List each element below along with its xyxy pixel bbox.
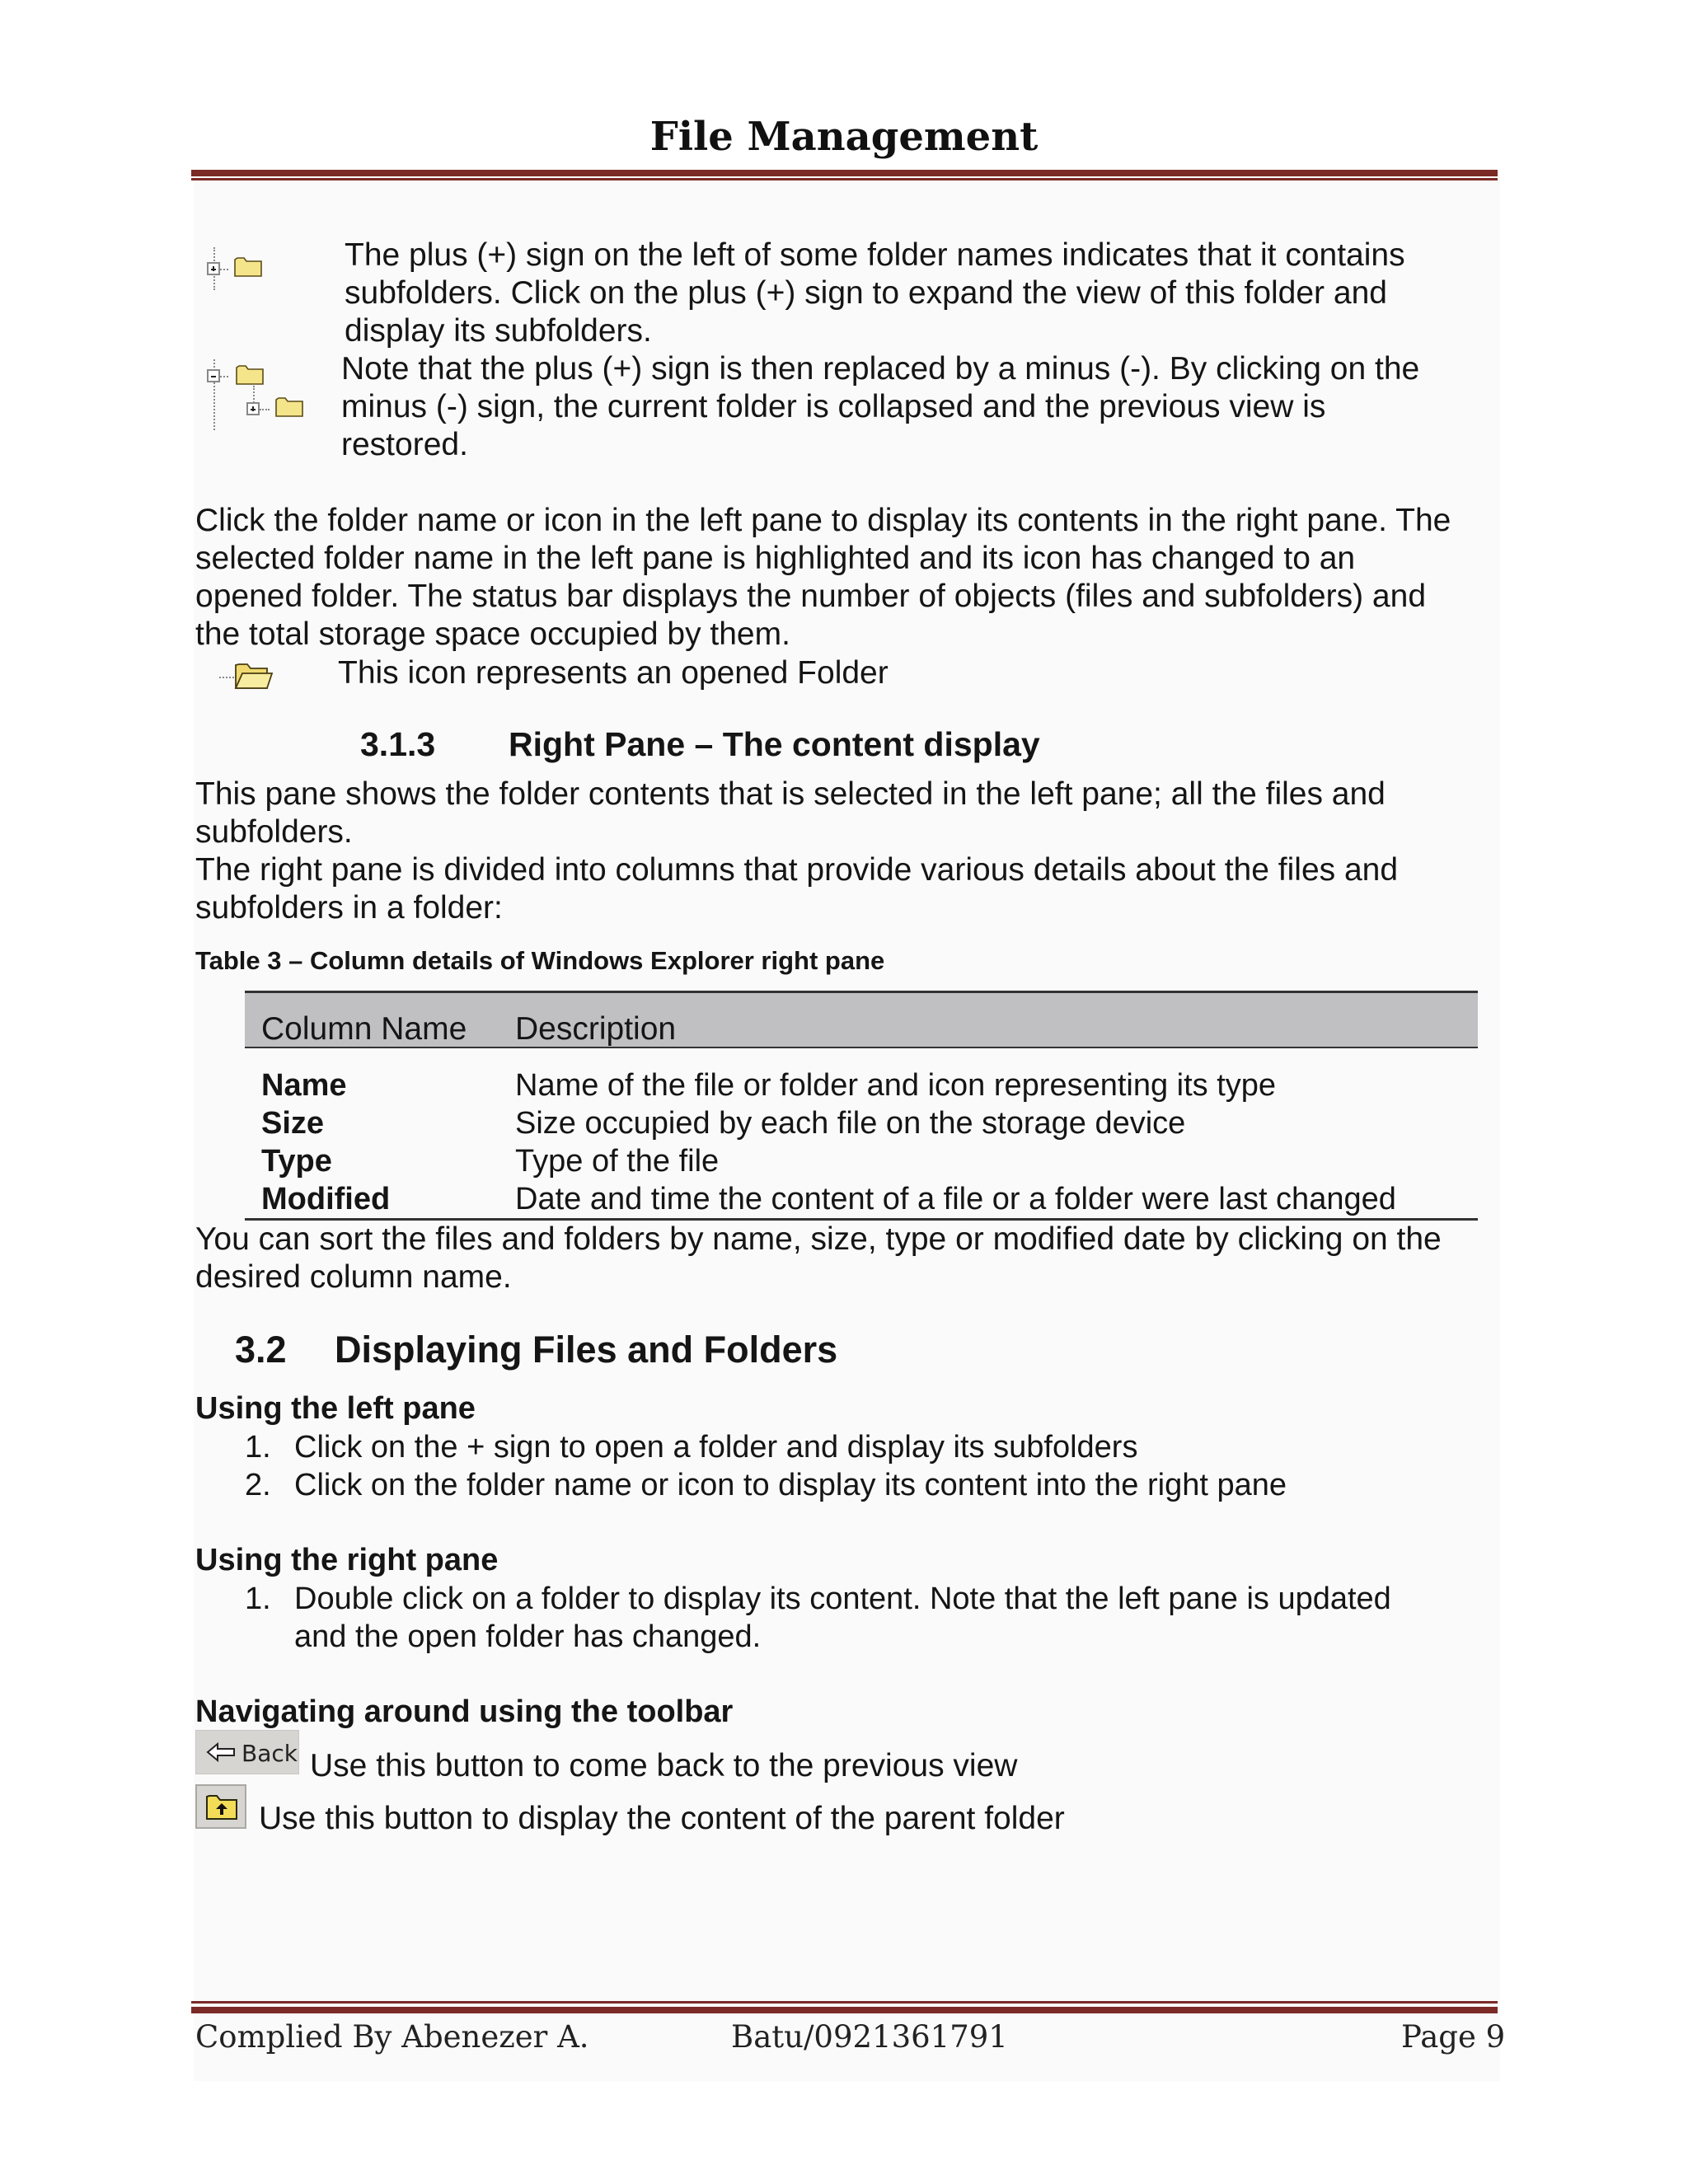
sort-paragraph: You can sort the files and folders by name, size, type or modified date by clicking on the desired column name. — [195, 1221, 1442, 1295]
back-button-label: Back — [241, 1740, 298, 1767]
up-button-description: Use this button to display the content of the parent folder — [259, 1801, 1065, 1836]
folder-icon — [234, 255, 262, 277]
folder-icon — [236, 363, 264, 385]
opened-folder-caption: This icon represents an opened Folder — [338, 655, 889, 691]
table-row-type-desc: Type of the file — [515, 1144, 720, 1179]
up-folder-button[interactable] — [195, 1784, 246, 1829]
right-pane-paragraph: This pane shows the folder contents that is selected in the left pane; all the files and subfolders. The right pane is divided into columns that provide various details about the files and subfolders in a folder: — [195, 776, 1399, 926]
header-rule-thin — [191, 178, 1498, 180]
collapsed-folder-tree-icon — [203, 247, 277, 293]
page-header-title: File Management — [649, 114, 1039, 160]
footer-author: Complied By Abenezer A. — [195, 2019, 589, 2055]
up-folder-icon — [205, 1793, 238, 1821]
expanded-folder-tree-icon — [203, 359, 318, 434]
footer-rule-thin — [191, 2001, 1498, 2004]
subsection-title: Right Pane – The content display — [509, 725, 1040, 763]
opened-folder-tree-icon — [216, 655, 275, 696]
right-pane-heading: Using the right pane — [195, 1543, 499, 1577]
folder-icon — [275, 396, 303, 417]
tree-paragraph-2: Note that the plus (+) sign is then replaced by a minus (-). By clicking on the minus (-) sign, the current folder is collapsed and the previous view is restored. — [341, 351, 1420, 462]
opened-folder-icon — [234, 660, 274, 691]
intro-paragraph: Click the folder name or icon in the left pane to display its contents in the right pane. The selected folder name in the left pane is highlighted and its icon has changed to an opened folder. The status bar displays the number of objects (files and subfolders) and the total storage space occupied by them. — [195, 503, 1451, 652]
table-row-name-label: Name — [261, 1068, 347, 1103]
table-row-modified-desc: Date and time the content of a file or a folder were last changed — [515, 1182, 1396, 1216]
header-rule-thick — [191, 170, 1498, 176]
section-number: 3.2 — [235, 1329, 287, 1371]
tree-paragraph-1: The plus (+) sign on the left of some folder names indicates that it contains subfolders. Click on the plus (+) sign to expand the view of this folder and display its subfolders. — [345, 237, 1405, 349]
table-header-row — [245, 993, 1478, 1047]
back-button-description: Use this button to come back to the previous view — [310, 1748, 1018, 1783]
table-header-column-name: Column Name — [261, 1011, 467, 1047]
toolbar-heading: Navigating around using the toolbar — [195, 1694, 734, 1729]
subsection-number: 3.1.3 — [360, 725, 436, 763]
plus-box-icon — [207, 262, 220, 275]
table-row-size-desc: Size occupied by each file on the storage device — [515, 1106, 1186, 1141]
minus-box-icon — [207, 369, 220, 382]
table-caption: Table 3 – Column details of Windows Explorer right pane — [195, 946, 885, 975]
table-row-type-label: Type — [261, 1144, 332, 1179]
table-row-size-label: Size — [261, 1106, 325, 1141]
footer-page-number: Page 9 — [1401, 2019, 1506, 2055]
table-header-description: Description — [515, 1011, 677, 1047]
footer-contact: Batu/0921361791 — [731, 2019, 1008, 2055]
left-pane-heading: Using the left pane — [195, 1391, 476, 1426]
table-row-modified-label: Modified — [261, 1182, 391, 1216]
footer-rule-thick — [191, 2007, 1498, 2013]
plus-box-icon — [246, 402, 260, 415]
section-title: Displaying Files and Folders — [335, 1329, 838, 1371]
table-header-rule — [245, 1047, 1478, 1048]
back-arrow-icon — [206, 1742, 236, 1762]
back-button[interactable] — [195, 1730, 299, 1774]
table-row-name-desc: Name of the file or folder and icon representing its type — [515, 1068, 1277, 1103]
